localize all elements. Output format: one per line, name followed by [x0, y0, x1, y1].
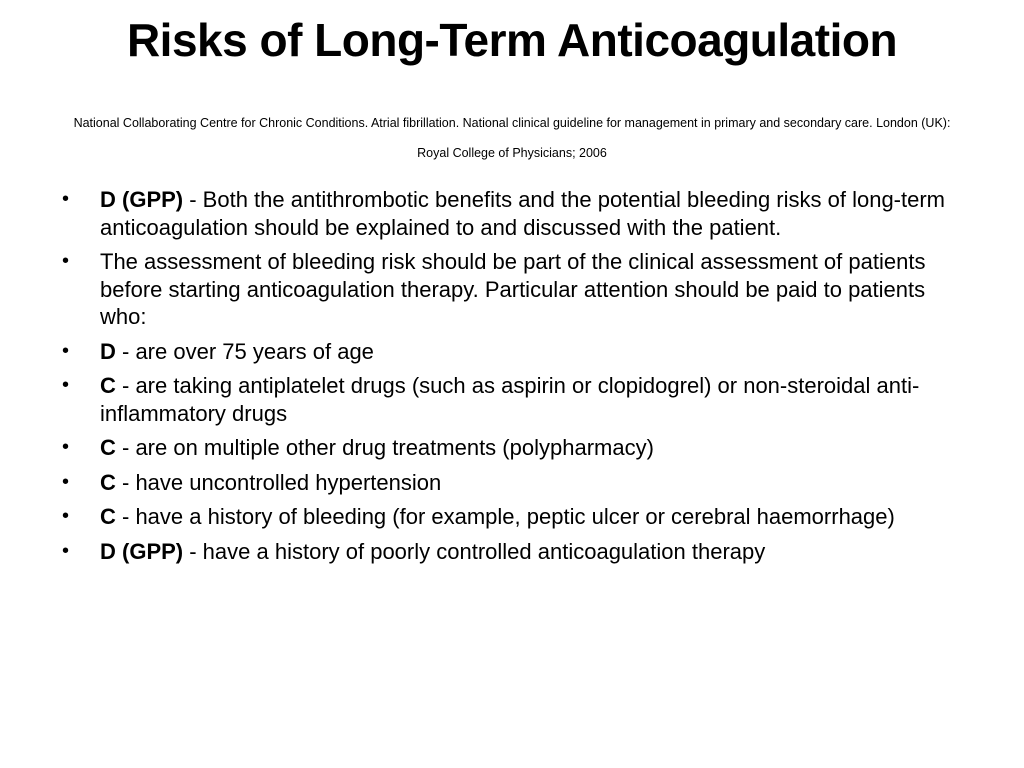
bullet-item [62, 248, 962, 331]
bullet-dot: • [62, 505, 70, 527]
bullet-text: - are on multiple other drug treatments (polypharmacy) [115, 435, 654, 460]
citation: National Collaborating Centre for Chronic Conditions. Atrial fibrillation. National clinical guideline for management in primary and secondary care. London (UK): Royal College of Physicians; 2006 [73, 116, 951, 160]
bullet-dot: • [62, 339, 70, 362]
bullet-text: - are taking antiplatelet drugs (such as aspirin or clopidogrel) or non-steroidal anti-inflammatory drugs [100, 373, 920, 426]
evidence-grade: C [100, 435, 116, 460]
evidence-grade: C [100, 469, 116, 495]
bullet-item [62, 372, 962, 427]
bullet-dot: • [62, 470, 70, 493]
bullet-dot: • [62, 188, 70, 210]
evidence-grade: C [100, 373, 116, 398]
bullet-text: - have a history of bleeding (for example, peptic ulcer or cerebral haemorrhage) [115, 504, 895, 529]
evidence-grade: D (GPP) [100, 538, 184, 564]
bullet-dot: • [62, 250, 70, 272]
bullet-dot: • [62, 436, 70, 458]
evidence-grade: D (GPP) [100, 187, 184, 212]
bullet-item [62, 469, 962, 497]
bullet-item [62, 338, 962, 366]
bullet-text: - have a history of poorly controlled anticoagulation therapy [183, 538, 766, 564]
bullet-item [62, 503, 962, 531]
bullet-text: - Both the antithrombotic benefits and the potential bleeding risks of long-term anticoagulation should be explained to and discussed with the patient. [100, 187, 946, 240]
evidence-grade: C [100, 504, 116, 529]
bullet-dot: • [62, 374, 70, 396]
bullet-text: The assessment of bleeding risk should be part of the clinical assessment of patients before starting anticoagulation therapy. Particular attention should be paid to patients who: [100, 249, 926, 329]
bullet-dot: • [62, 539, 70, 562]
bullet-item [62, 434, 962, 462]
bullet-text: - are over 75 years of age [115, 338, 374, 364]
bullet-text: - have uncontrolled hypertension [115, 469, 442, 495]
evidence-grade: D [100, 338, 116, 364]
bullet-list [62, 186, 962, 572]
bullet-item [62, 538, 962, 566]
slide-title: Risks of Long-Term Anticoagulation [126, 14, 898, 66]
bullet-item [62, 186, 962, 241]
